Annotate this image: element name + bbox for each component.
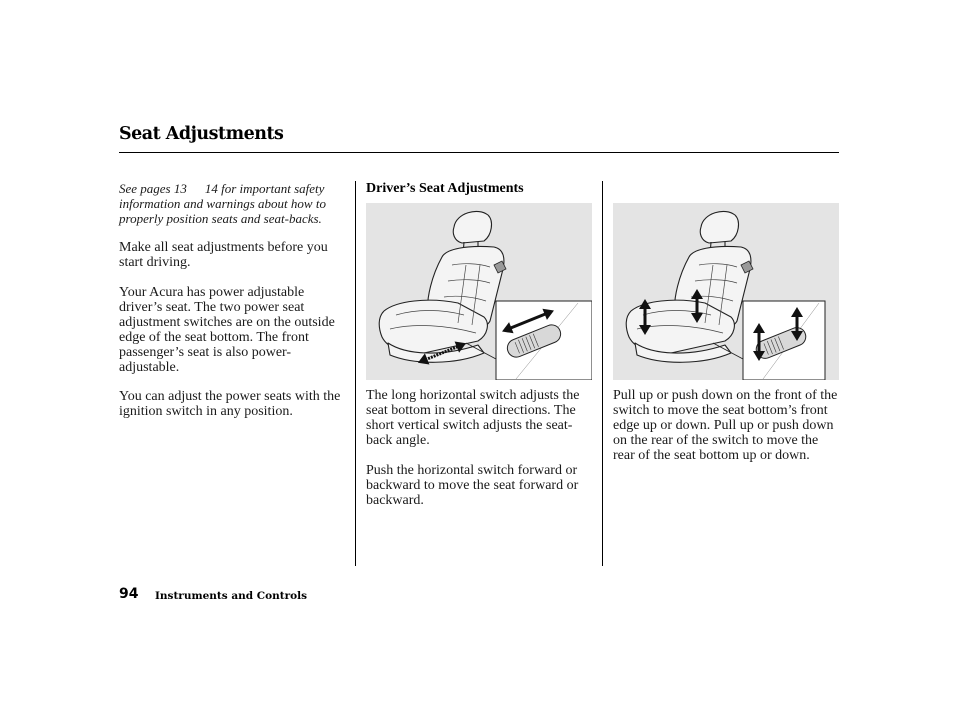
section-heading: Driver’s Seat Adjustments	[366, 181, 524, 196]
paragraph-slide: Push the horizontal switch forward or backward to move the seat forward or backward.	[366, 463, 579, 508]
middle-column-text	[366, 388, 594, 508]
seat-slide-illustration	[366, 203, 592, 380]
left-column	[119, 181, 345, 419]
column-divider-1	[355, 181, 356, 566]
safety-note-text: information and warnings about how to properly position seats and seat-backs.	[119, 196, 326, 226]
title-divider	[119, 152, 839, 153]
safety-note-pages-end: 14 for important safety	[204, 181, 325, 196]
seat-height-illustration	[613, 203, 839, 380]
safety-note	[119, 181, 345, 226]
column-divider-2	[602, 181, 603, 566]
right-column-text	[613, 388, 839, 463]
paragraph-before-driving: Make all seat adjustments before you start driving.	[119, 240, 328, 270]
safety-note-pages: See pages 13	[119, 181, 187, 196]
middle-column	[366, 181, 594, 196]
page-number: 94	[119, 586, 139, 602]
page-title: Seat Adjustments	[119, 124, 284, 144]
paragraph-ignition: You can adjust the power seats with the ignition switch in any position.	[119, 389, 341, 419]
section-label: Instruments and Controls	[155, 590, 308, 602]
paragraph-switches: The long horizontal switch adjusts the seat bottom in several directions. The short vertical switch adjusts the seat-back angle.	[366, 388, 580, 448]
paragraph-power-seat: Your Acura has power adjustable driver’s seat. The two power seat adjustment switches are on the outside edge of the seat bottom. The front passenger’s seat is also power-adjustable.	[119, 285, 335, 375]
paragraph-height: Pull up or push down on the front of the switch to move the seat bottom’s front edge up or down. Pull up or push down on the rear of the switch to move the rear of the seat bottom up or down.	[613, 388, 838, 463]
